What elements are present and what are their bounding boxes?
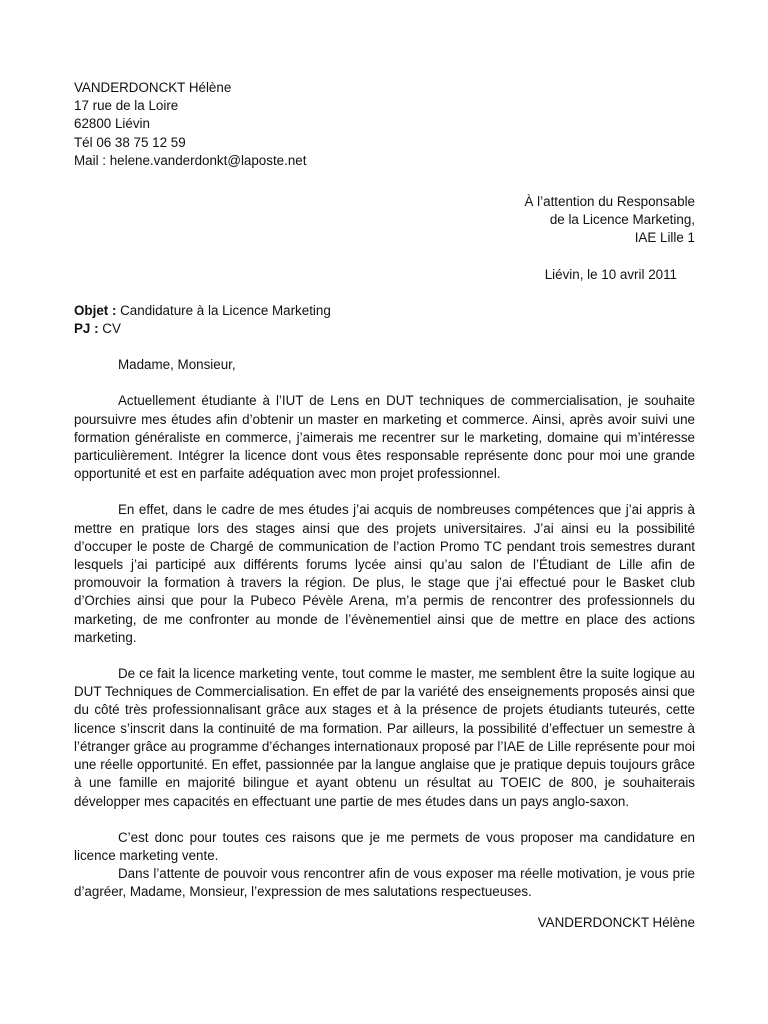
sender-name: VANDERDONCKT Hélène	[74, 80, 232, 95]
attachment-value: CV	[98, 321, 121, 337]
recipient-block	[74, 193, 695, 248]
letter-date: Liévin, le 10 avril 2011	[544, 266, 677, 282]
sender-city: 62800 Liévin	[74, 116, 150, 132]
recipient-line-2: de la Licence Marketing,	[549, 212, 695, 228]
signature: VANDERDONCKT Hélène	[537, 914, 695, 930]
body-paragraph: C’est donc pour toutes ces raisons que je me permets de vous proposer ma candidature en licence marketing vente.	[74, 829, 695, 863]
attachment-line	[74, 320, 695, 338]
sender-phone: Tél 06 38 75 12 59	[74, 134, 186, 150]
body-paragraph: Actuellement étudiante à l’IUT de Lens en DUT techniques de commercialisation, je souhaite poursuivre mes études afin d’obtenir un master en marketing et commerce. Ainsi, après avoir suivi une formation généraliste en commerce, j’aimerais me recentrer sur le marketing, domaine qui m’intéresse particulièrement. Intégrer la licence dont vous êtes responsable représente donc pour moi une grande opportunité et est en parfaite adéquation avec mon projet professionnel.	[74, 393, 695, 482]
closing-paragraph: Dans l’attente de pouvoir vous rencontrer afin de vous exposer ma réelle motivation, je vous prie d’agréer, Madame, Monsieur, l’expression de mes salutations respectueuses.	[74, 866, 695, 900]
object-line	[74, 302, 695, 320]
object-label: Objet :	[74, 302, 117, 318]
sender-block	[74, 79, 695, 170]
sender-email: Mail : helene.vanderdonkt@laposte.net	[74, 152, 307, 168]
body-paragraph: De ce fait la licence marketing vente, tout comme le master, me semblent être la suite logique au DUT Techniques de Commercialisation. En effet de par la variété des enseignements proposés ainsi que du côté très professionnalisant grâce aux stages et à la présence de projets étudiants tuteurés, cette licence s’inscrit dans la continuité de ma formation. Par ailleurs, la possibilité d’effectuer un semestre à l’étranger grâce au programme d’échanges internationaux proposé par l’IAE de Lille représente pour moi une réelle opportunité. En effet, passionnée par la langue anglaise que je pratique depuis toujours grâce à une famille en majorité bilingue et ayant obtenu un résultat au TOEIC de 800, je souhaiterais développer mes capacités en effectuant une partie de mes études dans un pays anglo-saxon.	[74, 666, 695, 809]
recipient-line-3: IAE Lille 1	[634, 230, 695, 246]
letter-page	[74, 79, 695, 932]
body-paragraph: En effet, dans le cadre de mes études j’ai acquis de nombreuses compétences que j’ai appris à mettre en pratique lors des stages ainsi que des projets universitaires. J’ai ainsi eu la possibilité d’occuper le poste de Chargé de communication de l’action Promo TC pendant trois semestres durant lesquels j’ai participé aux différents forums lycée ainsi qu’au salon de l’Étudiant de Lille afin de promouvoir la formation à travers la région. De plus, le stage que j’ai effectué pour le Basket club d’Orchies ainsi que pour la Pubeco Pévèle Arena, m’a permis de rencontrer des professionnels du marketing, de me confronter au monde de l’évènementiel ainsi que de mettre en place des actions marketing.	[74, 502, 695, 645]
object-value: Candidature à la Licence Marketing	[116, 302, 331, 318]
subject-block	[74, 302, 695, 338]
sender-street: 17 rue de la Loire	[74, 98, 179, 114]
attachment-label: PJ :	[74, 321, 99, 337]
greeting: Madame, Monsieur,	[118, 357, 236, 373]
recipient-line-1: À l’attention du Responsable	[524, 194, 695, 210]
